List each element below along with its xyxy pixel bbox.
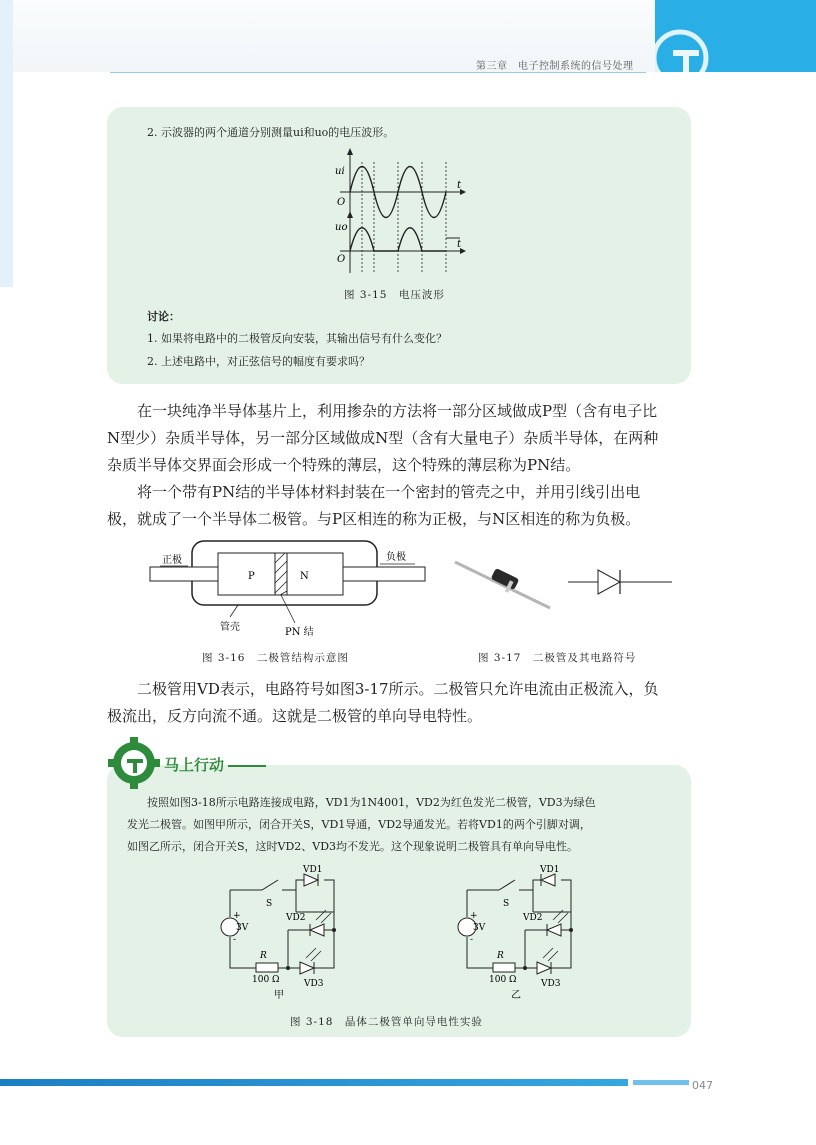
source-label: 3V [473,923,486,933]
n-region-label: N [300,571,309,582]
uo-label: uo [335,222,348,233]
minus-label: - [470,935,474,945]
figure-3-18-caption: 图 3-18 晶体二极管单向导电性实验 [290,1016,483,1028]
chapter-title: 第三章 电子控制系统的信号处理 [476,61,634,72]
diode-symbol [568,570,672,594]
logo-g-icon [655,0,816,72]
vd1-diode-reversed [541,874,555,886]
origin-label-top: O [337,197,346,208]
vd2-label: VD2 [286,913,306,923]
action-line-1: 按照如图3-18所示电路连接成电路，VD1为1N4001，VD2为红色发光二极管，VD3为绿色 [147,796,596,809]
p2-line2: 极，就成了一个半导体二极管。与P区相连的称为正极，与N区相连的称为负极。 [107,510,641,528]
t-label-bottom: t [457,239,462,250]
vd3-led [537,962,551,974]
circuit-right [437,862,587,1002]
vd3-label: VD3 [304,979,324,989]
circuit-left-label: 甲 [274,990,284,1001]
plus-label: + [470,911,478,921]
pn-junction-label: PN 结 [285,627,314,638]
vd3-label: VD3 [541,979,561,989]
figure-3-15-caption: 图 3-15 电压波形 [344,289,445,301]
discussion-title: 讨论： [147,310,180,323]
s-label: S [266,899,273,909]
figure-3-17-caption: 图 3-17 二极管及其电路符号 [478,652,637,664]
chapter-logo [655,0,816,72]
anode-label: 正极 [162,555,182,566]
gear-icon [108,737,160,789]
footer-rule [0,1079,628,1086]
figure-3-16-caption: 图 3-16 二极管结构示意图 [202,652,349,664]
vd2-led [547,924,561,936]
diode-photo-and-symbol [450,550,680,620]
p3-line1: 二极管用VD表示，电路符号如图3-17所示。二极管只允许电流由正极流入，负 [137,680,659,698]
vd3-led [300,962,314,974]
step-2-text: 2. 示波器的两个通道分别测量ui和uo的电压波形。 [147,126,395,139]
origin-label-bottom: O [337,254,346,265]
page-number: 047 [692,1079,713,1092]
circuit-left [200,862,350,1002]
action-line-3: 如图乙所示，闭合开关S，这时VD2、VD3均不发光。这个现象说明二极管具有单向导电性。 [127,840,579,853]
p3-line2: 极流出，反方向流不通。这就是二极管的单向导电特性。 [107,707,483,725]
vd1-diode [304,874,318,886]
p-region-label: P [248,571,255,582]
header-rule [110,72,646,73]
action-line-2: 发光二极管。如图甲所示，闭合开关S，VD1导通，VD2导通发光。若将VD1的两个引脚对调， [127,818,591,831]
vd2-led [310,924,324,936]
diode-structure-figure [140,535,430,645]
t-label-top: t [457,180,462,191]
vd1-label: VD1 [540,865,560,875]
diode-lead-wire [455,562,550,608]
circuit-right-label: 乙 [511,990,521,1001]
ui-label: ui [335,166,345,177]
paragraph-pn-junction [107,398,691,533]
vd2-label: VD2 [523,913,543,923]
action-title: 马上行动 [164,756,225,774]
r-label: R [497,951,504,961]
p1-line3: 杂质半导体交界面会形成一个特殊的薄层，这个特殊的薄层称为PN结。 [107,456,581,474]
source-label: 3V [236,923,249,933]
p2-line1: 将一个带有PN结的半导体材料封装在一个密封的管壳之中，并用引线引出电 [137,483,641,501]
minus-label: - [233,935,237,945]
vd1-label: VD1 [303,865,323,875]
discussion-question-1: 1. 如果将电路中的二极管反向安装，其输出信号有什么变化？ [147,332,447,345]
r-value-label: 100 Ω [252,975,280,985]
p1-line2: N型少）杂质半导体，另一部分区域做成N型（含有大量电子）杂质半导体，在两种 [107,429,659,447]
r-label: R [260,951,267,961]
shell-label: 管壳 [220,622,240,633]
footer-rule-segment [633,1080,689,1085]
left-margin-band [0,0,13,287]
discussion-question-2: 2. 上述电路中，对正弦信号的幅度有要求吗？ [147,355,370,368]
r-value-label: 100 Ω [489,975,517,985]
cathode-label: 负极 [386,552,406,563]
plus-label: + [233,911,241,921]
s-label: S [503,899,510,909]
p1-line1: 在一块纯净半导体基片上，利用掺杂的方法将一部分区域做成P型（含有电子比 [137,402,658,420]
paragraph-diode-symbol [107,676,691,730]
action-header [108,736,268,790]
waveform-figure [320,148,480,278]
